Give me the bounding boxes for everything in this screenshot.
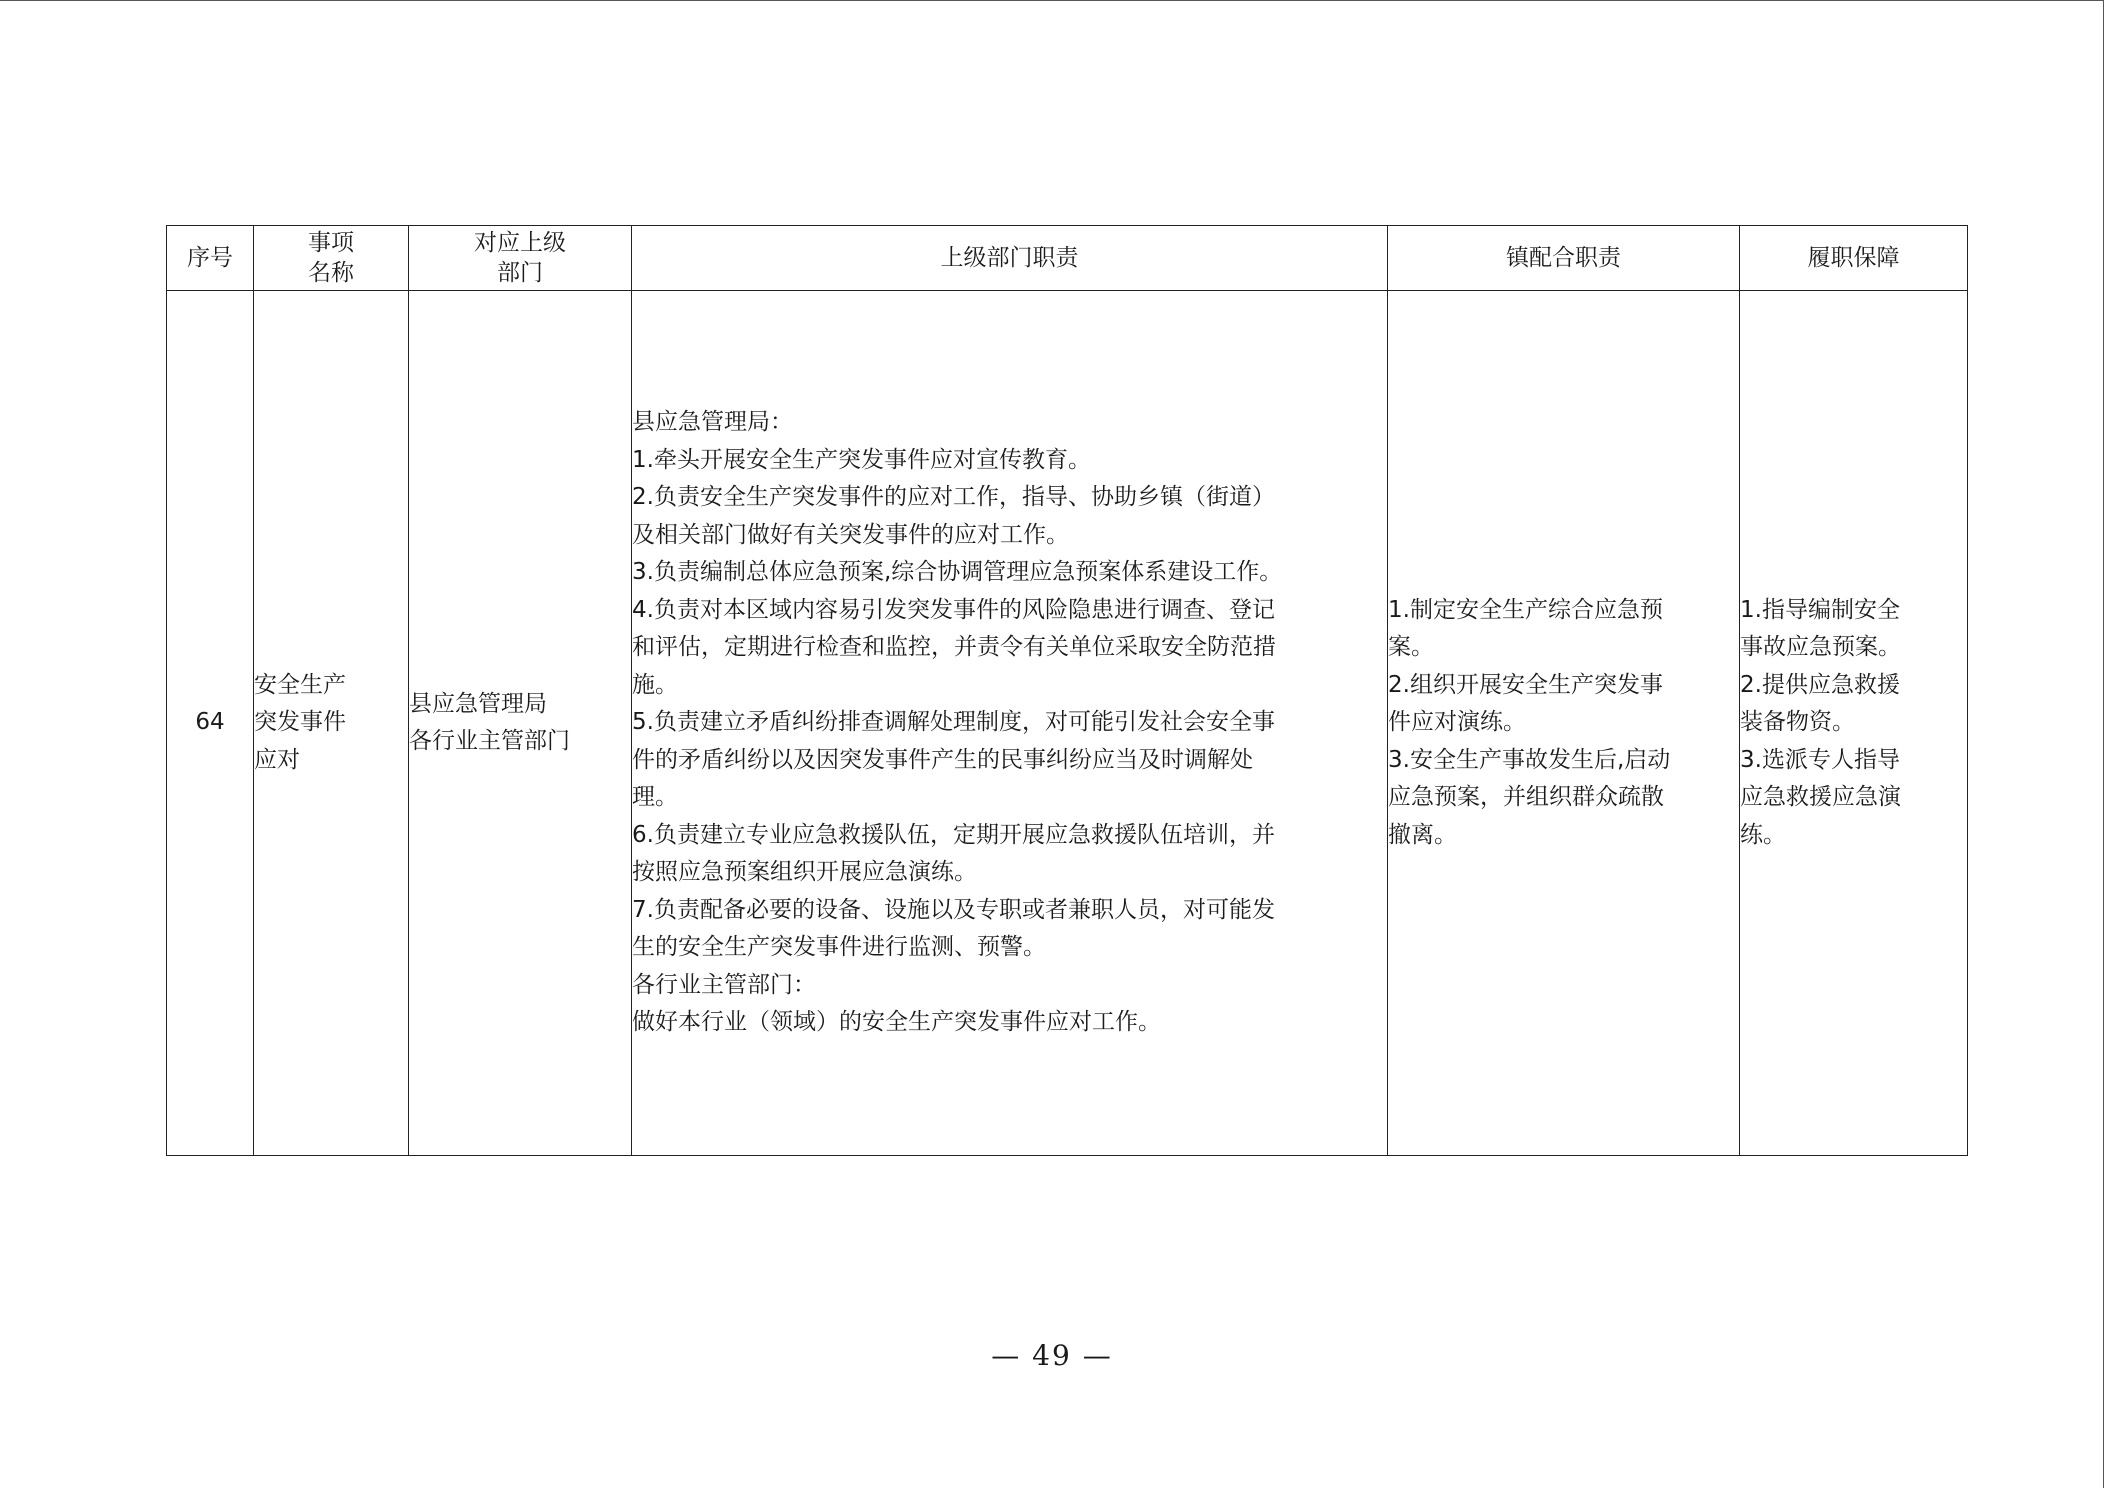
superior-dept-line: 县应急管理局: [409, 690, 547, 717]
superior-dept-line: 各行业主管部门: [409, 728, 570, 754]
superior-duty-line: 5.负责建立矛盾纠纷排查调解处理制度，对可能引发社会安全事: [632, 709, 1275, 736]
town-duty-line: 2.组织开展安全生产突发事: [1388, 671, 1663, 698]
header-superior-dept: [409, 226, 632, 291]
guarantee-line: 事故应急预案。: [1740, 634, 1901, 661]
header-town-duties-label: 镇配合职责: [1506, 245, 1621, 271]
cell-seq: [167, 291, 254, 1156]
town-duty-line: 案。: [1388, 634, 1434, 661]
superior-duty-line: 1.牵头开展安全生产突发事件应对宣传教育。: [632, 446, 1091, 473]
header-item-name: [254, 226, 409, 291]
page-number: — 49 —: [991, 1339, 1113, 1372]
header-superior-dept-line2: 部门: [497, 260, 543, 286]
table-header-row: [167, 226, 1968, 291]
header-superior-duties: [632, 226, 1388, 291]
superior-duty-line: 2.负责安全生产突发事件的应对工作，指导、协助乡镇（街道）: [632, 484, 1275, 511]
superior-duty-line: 做好本行业（领域）的安全生产突发事件应对工作。: [632, 1009, 1161, 1036]
item-name-line: 应对: [254, 746, 300, 773]
cell-town-duties: [1388, 291, 1740, 1156]
superior-duty-line: 3.负责编制总体应急预案,综合协调管理应急预案体系建设工作。: [632, 559, 1283, 586]
superior-duty-line: 件的矛盾纠纷以及因突发事件产生的民事纠纷应当及时调解处: [632, 746, 1253, 773]
guarantee-line: 装备物资。: [1740, 709, 1855, 736]
header-guarantee: [1740, 226, 1968, 291]
duty-table: [166, 225, 1968, 1156]
guarantee-line: 1.指导编制安全: [1740, 596, 1900, 623]
cell-guarantee: [1740, 291, 1968, 1156]
page-border-top: [0, 0, 2104, 1]
header-superior-duties-label: 上级部门职责: [940, 245, 1079, 271]
guarantee-line: 3.选派专人指导: [1740, 746, 1900, 773]
table-row: [167, 291, 1968, 1156]
superior-duty-line: 4.负责对本区域内容易引发突发事件的风险隐患进行调查、登记: [632, 596, 1275, 623]
superior-duty-line: 生的安全生产突发事件进行监测、预警。: [632, 934, 1046, 961]
item-name-line: 突发事件: [254, 709, 346, 736]
guarantee-line: 2.提供应急救援: [1740, 671, 1900, 698]
town-duty-line: 撤离。: [1388, 821, 1457, 848]
cell-superior-dept: [409, 291, 632, 1156]
superior-duty-line: 和评估，定期进行检查和监控，并责令有关单位采取安全防范措: [632, 634, 1276, 661]
header-guarantee-label: 履职保障: [1807, 245, 1900, 271]
guarantee-line: 应急救援应急演: [1740, 784, 1901, 811]
superior-duty-line: 6.负责建立专业应急救援队伍，定期开展应急救援队伍培训，并: [632, 821, 1275, 848]
seq-value: 64: [195, 709, 225, 736]
town-duty-line: 应急预案，并组织群众疏散: [1388, 784, 1664, 811]
cell-item-name: [254, 291, 409, 1156]
header-superior-dept-line1: 对应上级: [474, 230, 566, 256]
town-duty-line: 3.安全生产事故发生后,启动: [1388, 746, 1671, 773]
header-item-name-line1: 事项: [308, 230, 354, 256]
header-town-duties: [1388, 226, 1740, 291]
header-item-name-line2: 名称: [308, 260, 354, 286]
superior-duty-line: 理。: [632, 784, 678, 811]
superior-duty-line: 按照应急预案组织开展应急演练。: [632, 859, 977, 886]
cell-superior-duties: [632, 291, 1388, 1156]
header-seq-label: 序号: [187, 245, 233, 271]
item-name-line: 安全生产: [254, 671, 346, 698]
town-duty-line: 1.制定安全生产综合应急预: [1388, 596, 1663, 623]
superior-duty-line: 施。: [632, 671, 678, 698]
superior-duty-line: 县应急管理局：: [632, 409, 793, 436]
guarantee-line: 练。: [1740, 821, 1786, 848]
superior-duty-line: 各行业主管部门：: [632, 971, 816, 998]
header-seq: [167, 226, 254, 291]
superior-duty-line: 及相关部门做好有关突发事件的应对工作。: [632, 521, 1069, 548]
town-duty-line: 件应对演练。: [1388, 709, 1526, 736]
superior-duty-line: 7.负责配备必要的设备、设施以及专职或者兼职人员，对可能发: [632, 896, 1275, 923]
